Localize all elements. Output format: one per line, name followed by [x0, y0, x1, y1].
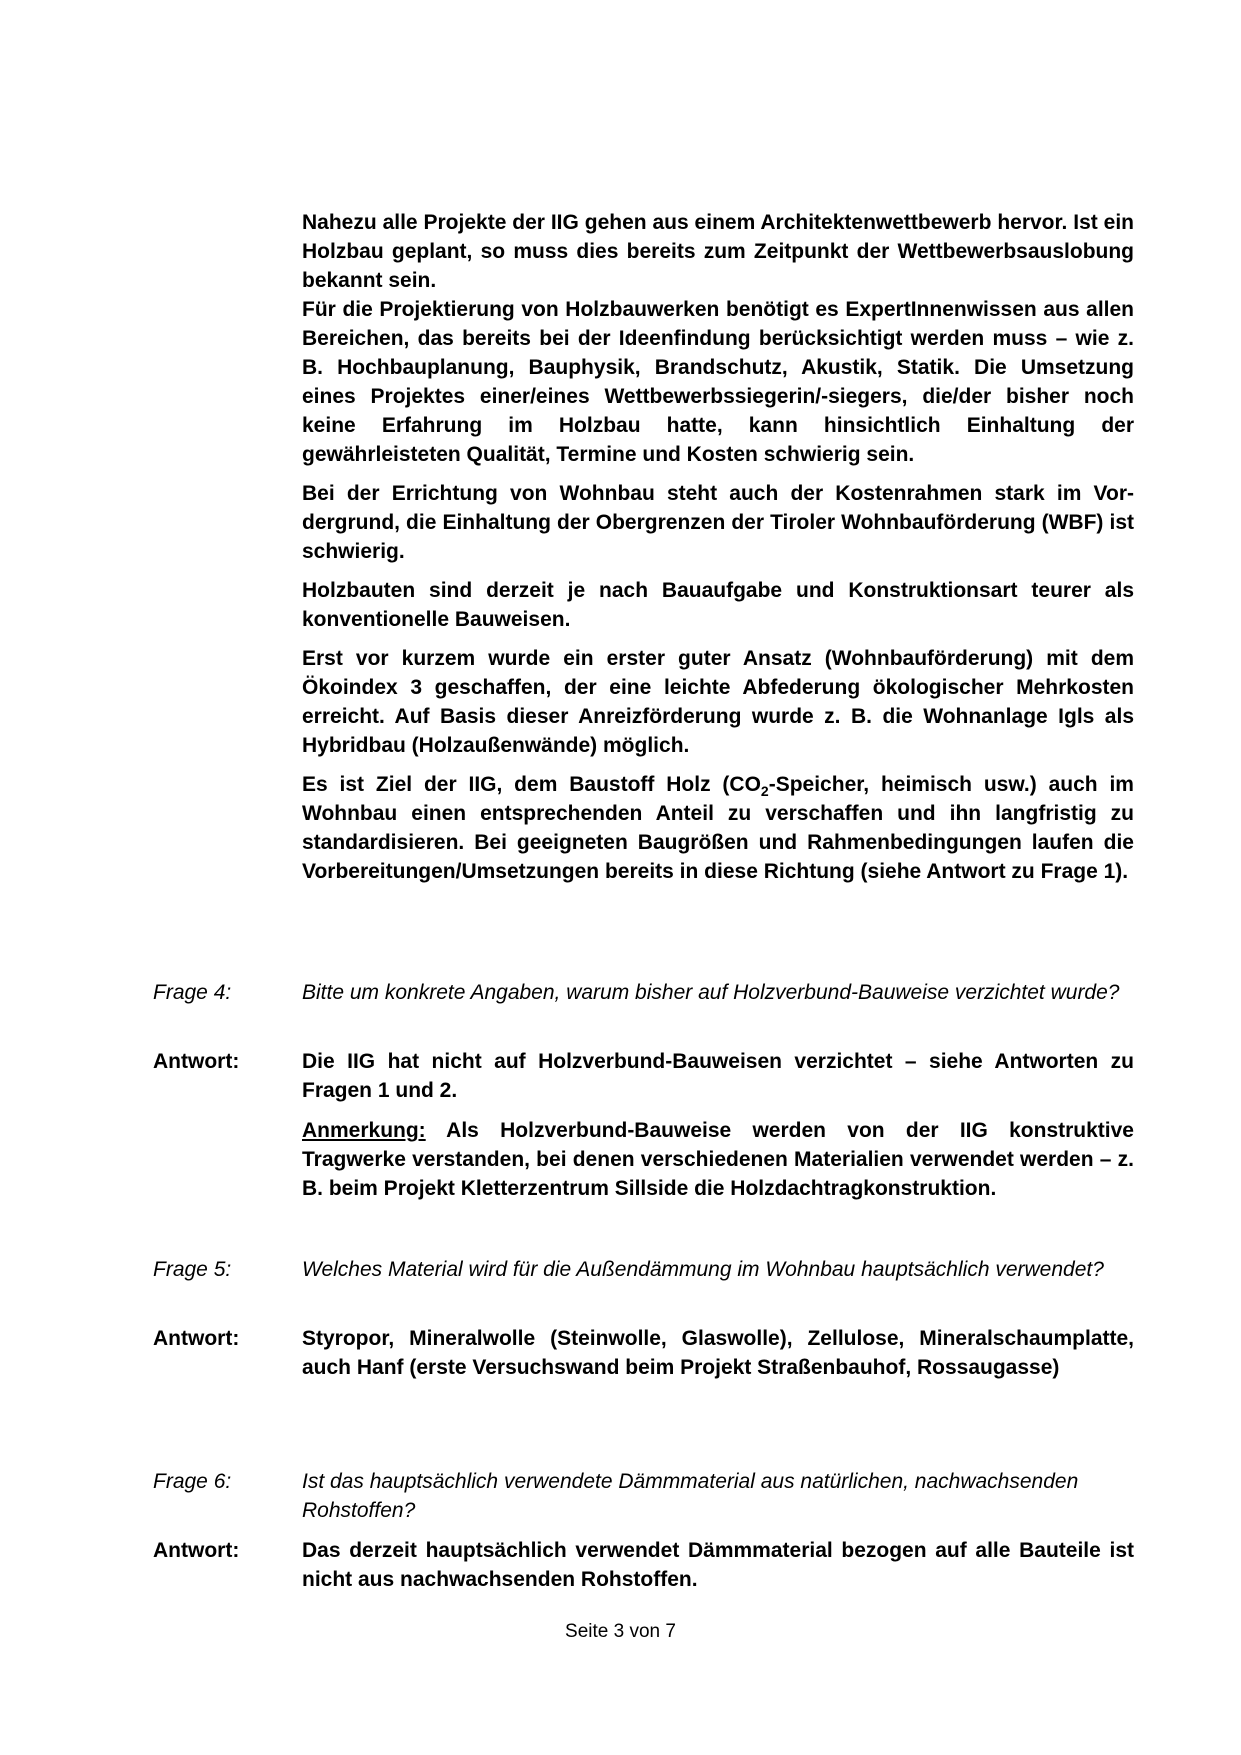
intro-block [302, 208, 1134, 886]
goal-text-start: Es ist Ziel der IIG, dem Baustoff Holz (CO [302, 773, 761, 796]
paragraph-oekoindex: Erst vor kurzem wurde ein erster guter Ansatz (Wohnbauförderung) mit dem Ökoindex 3 geschaffen, der eine leichte Abfederung ökologischer Mehrkosten erreicht. Auf Basis dieser Anreizförderung wurde z. B. die Wohnanlage Igls als Hybridbau (Holzaußenwände) möglich. [302, 647, 1134, 757]
answer-4-label: Antwort: [153, 1050, 240, 1073]
note-text: Als Holzverbund-Bauweise werden von der IIG konstruktive Tragwerke verstanden, bei denen verschiedenen Materialien verwendet werden – z. B. beim Projekt Kletterzentrum Sillside die Holzdachtragkonstruktion. [302, 1119, 1134, 1200]
paragraph-wood-cost: Holzbauten sind derzeit je nach Bauaufgabe und Konstruktionsart teurer als konventionelle Bauweisen. [302, 579, 1134, 631]
co2-subscript: 2 [760, 783, 769, 800]
answer-6-text: Das derzeit hauptsächlich verwendet Dämmmaterial bezogen auf alle Bauteile ist nicht aus nachwachsenden Rohstoffen. [302, 1539, 1134, 1591]
question-5-label: Frage 5: [153, 1258, 232, 1281]
answer-4-text: Die IIG hat nicht auf Holzverbund-Bauweisen verzichtet – siehe Antworten zu Fragen 1 und 2. [302, 1050, 1134, 1102]
question-4-text: Bitte um konkrete Angaben, warum bisher auf Holzverbund-Bauweise verzichtet wurde? [302, 981, 1120, 1004]
question-6-label: Frage 6: [153, 1470, 232, 1493]
answer-6-label: Antwort: [153, 1539, 240, 1562]
answer-5-label: Antwort: [153, 1327, 240, 1350]
paragraph-iig-goal [302, 770, 1134, 886]
question-4-label: Frage 4: [153, 981, 232, 1004]
goal-text-end: -Speicher, heimisch usw.) auch im Wohnbau einen entsprechenden Anteil zu verschaffen und ihn langfristig zu standardisieren. Bei geeigneten Baugrößen und Rahmenbedingungen laufen die Vorbereitungen/Umsetzungen bereits in diese Richtung (siehe Antwort zu Frage 1). [302, 773, 1134, 883]
note-label: Anmerkung: [302, 1119, 426, 1142]
question-6-text: Ist das hauptsächlich verwendete Dämmmaterial aus natürlichen, nachwachsenden Rohstoffen? [302, 1470, 1079, 1522]
paragraph-architecture-competition: Nahezu alle Projekte der IIG gehen aus einem Architektenwettbewerb hervor. Ist ein Holzbau geplant, so muss dies bereits zum Zeitpunkt der Wettbewerbsauslobung bekannt sein. [302, 211, 1134, 292]
paragraph-expert-knowledge: Für die Projektierung von Holzbauwerken benötigt es ExpertInnenwissen aus allen Bereichen, das bereits bei der Ideenfindung berücksichtigt werden muss – wie z. B. Hochbauplanung, Bauphysik, Brandschutz, Akustik, Statik. Die Umsetzung eines Projektes einer/eines Wettbewerbssiegerin/-siegers, die/der bisher noch keine Erfahrung im Holzbau hatte, kann hinsichtlich Einhaltung der gewährleisteten Qualität, Termine und Kosten schwierig sein. [302, 298, 1134, 466]
question-5-text: Welches Material wird für die Außendämmung im Wohnbau hauptsächlich verwendet? [302, 1258, 1104, 1281]
paragraph-cost-frame: Bei der Errichtung von Wohnbau steht auch der Kostenrahmen stark im Vordergrund, die Einhaltung der Obergrenzen der Tiroler Wohnbauförderung (WBF) ist schwierig. [302, 482, 1134, 563]
answer-5-text: Styropor, Mineralwolle (Steinwolle, Glaswolle), Zellulose, Mineralschaumplatte, auch Hanf (erste Versuchswand beim Projekt Straßenbauhof, Rossaugasse) [302, 1327, 1134, 1379]
page-number: Seite 3 von 7 [565, 1621, 676, 1642]
note-paragraph [302, 1116, 1134, 1203]
